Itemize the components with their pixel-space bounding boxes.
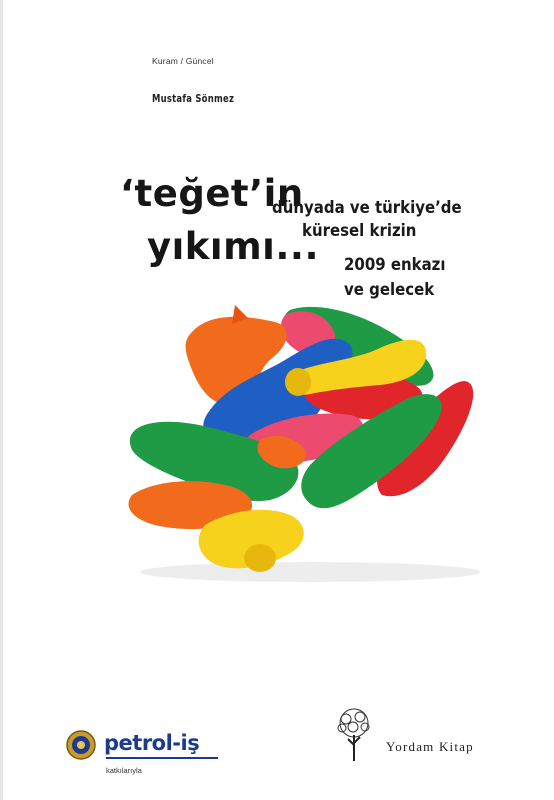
series-label: Kuram / Güncel — [152, 56, 214, 66]
subtitle-line-3: 2009 enkazı — [344, 255, 446, 275]
subtitle-line-4: ve gelecek — [344, 280, 435, 300]
tree-icon — [328, 705, 380, 763]
sponsor-rule — [106, 757, 218, 759]
title-line-1: ‘teğet’in — [120, 172, 304, 215]
title-line-2: yıkımı... — [147, 225, 319, 268]
balloon-pile-illustration — [110, 290, 490, 590]
union-emblem-icon — [66, 730, 96, 760]
author-name: Mustafa Sönmez — [152, 92, 235, 105]
publisher-name: Yordam Kitap — [386, 739, 474, 754]
sponsor-name: petrol-iş — [104, 731, 200, 755]
sponsor-note: katkılarıyla — [106, 766, 142, 775]
subtitle-line-2: küresel krizin — [302, 221, 417, 241]
subtitle-line-1: dünyada ve türkiye’de — [272, 198, 462, 218]
